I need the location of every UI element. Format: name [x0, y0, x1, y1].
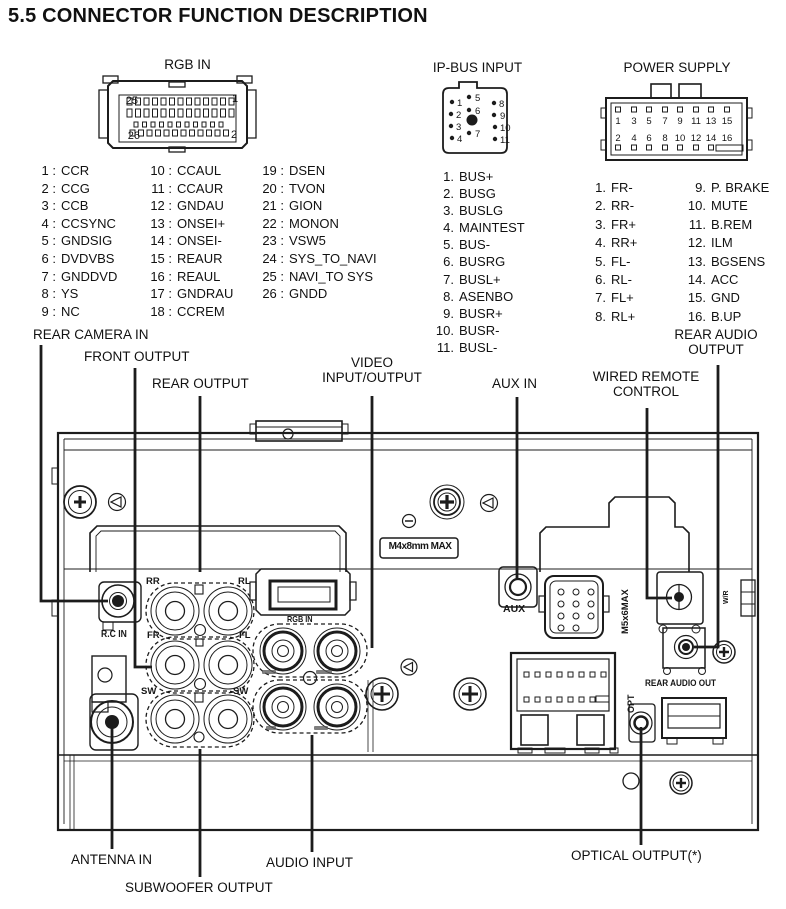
pin-row	[36, 180, 117, 198]
pin-row	[428, 253, 525, 270]
pin-label: B.REM	[711, 216, 753, 232]
callout-rear-camera-in: REAR CAMERA IN	[33, 327, 149, 342]
pin-row	[680, 179, 769, 197]
pin-number-label: 25	[125, 95, 138, 107]
pin-number-label: 9	[677, 116, 683, 127]
ipbus-connector-drawing	[443, 82, 511, 153]
pin-row	[428, 236, 525, 253]
pin-label: CCREM	[177, 303, 225, 319]
pin-number: 9.	[695, 180, 706, 195]
callout-video-io	[316, 355, 428, 385]
pin-number: 12 :	[150, 198, 172, 214]
callout-front-output: FRONT OUTPUT	[84, 349, 190, 364]
pin-number: 12.	[687, 235, 706, 251]
pin-number-label: 10	[674, 133, 686, 144]
pin-label: RL+	[611, 308, 636, 324]
pin-number-label: 3	[631, 116, 637, 127]
pin-row	[256, 197, 377, 215]
pin-row	[256, 215, 377, 233]
pin-number: 11.	[436, 339, 454, 355]
panel-label-rgb-in: RGB IN	[287, 614, 313, 624]
pin-row	[428, 202, 525, 219]
left-screw	[64, 486, 126, 518]
pin-label: BGSENS	[711, 253, 766, 269]
callout-aux-in: AUX IN	[492, 376, 538, 391]
pin-label: ONSEI-	[177, 233, 222, 249]
pin-number-label: 11	[500, 135, 510, 146]
pin-label: GNDRAU	[177, 286, 234, 302]
power-pin-list-col1	[588, 179, 637, 326]
pin-label: NAVI_TO SYS	[289, 268, 374, 284]
pin-number-label: 7	[475, 129, 481, 140]
pin-label: VSW5	[289, 233, 326, 249]
pin-number: 4.	[443, 220, 454, 236]
pin-label: CCG	[61, 180, 90, 196]
callout-rear-audio-output	[666, 327, 766, 357]
pin-label: ACC	[711, 271, 739, 287]
panel-label-rear-audio-out: REAR AUDIO OUT	[645, 678, 716, 689]
power-pin-list-col2	[680, 179, 769, 326]
panel-label-wr: W/R	[723, 590, 730, 604]
pin-row	[428, 185, 525, 202]
pin-number: 13.	[687, 253, 706, 269]
callout-wired-remote	[586, 369, 706, 399]
pin-number: 19 :	[262, 163, 284, 178]
pin-number-label: 7	[662, 116, 668, 127]
pin-label: CCB	[61, 198, 89, 214]
pin-number-label: 4	[631, 133, 637, 144]
pin-label: TVON	[289, 180, 326, 196]
pin-row	[144, 180, 233, 198]
power-panel-connector	[511, 653, 615, 749]
pin-label: YS	[61, 286, 79, 302]
pin-label: RL-	[611, 271, 632, 287]
pin-number-label: 2	[456, 110, 462, 121]
pin-number: 3.	[443, 203, 454, 219]
pin-number: 10 :	[150, 163, 172, 178]
pin-label: DVDVBS	[61, 250, 115, 266]
pin-number: 17 :	[150, 286, 172, 302]
pin-row	[36, 197, 117, 215]
pin-number: 9 :	[41, 303, 56, 319]
pin-number: 14.	[687, 271, 706, 287]
rca-output-cluster	[146, 583, 254, 747]
pin-number-label: 1	[457, 98, 463, 109]
pin-number: 11 :	[151, 180, 172, 196]
pin-row	[428, 305, 525, 322]
callout-wired-line2: CONTROL	[612, 384, 679, 399]
pin-number-label: 5	[646, 116, 652, 127]
pin-number: 13 :	[150, 215, 172, 231]
pin-row	[144, 285, 233, 303]
pin-row	[428, 322, 525, 339]
pin-number: 7.	[595, 290, 606, 306]
pin-number-label: 1	[232, 93, 239, 105]
pin-label: GNDD	[289, 286, 328, 302]
callout-rear-output: REAR OUTPUT	[152, 376, 249, 391]
pin-row	[588, 271, 637, 289]
pin-label: MUTE	[711, 198, 748, 214]
panel-label-sw-right: SW	[233, 686, 249, 697]
mid-screws	[366, 659, 486, 710]
pin-number: 20 :	[262, 180, 284, 196]
pin-label: FL-	[611, 253, 631, 269]
pin-label: ASENBO	[459, 288, 514, 304]
pin-label: BUSR-	[459, 322, 500, 338]
pin-label: CCAUL	[177, 163, 222, 178]
pin-number: 6.	[595, 271, 606, 287]
pin-number-label: 26	[127, 130, 140, 142]
pin-label: BUSG	[459, 186, 496, 202]
pin-label: MONON	[289, 215, 339, 231]
pin-number: 24 :	[262, 250, 284, 266]
pin-number: 6.	[443, 254, 454, 270]
pin-number-label: 16	[721, 133, 733, 144]
pin-row	[144, 197, 233, 215]
pin-number: 1.	[595, 180, 606, 195]
pin-label: RR-	[611, 198, 635, 214]
pin-row	[144, 250, 233, 268]
callout-optical-output: OPTICAL OUTPUT(*)	[571, 848, 702, 863]
pin-row	[36, 162, 117, 180]
pin-row	[144, 268, 233, 286]
pin-row	[36, 303, 117, 321]
ipbus-pin-list	[428, 168, 525, 356]
pin-row	[588, 216, 637, 234]
pin-label: BUSL-	[459, 339, 498, 355]
ipbus-section-title: IP-BUS INPUT	[432, 60, 523, 75]
pin-label: GNDAU	[177, 198, 224, 214]
rgb-pin-list-col1	[36, 162, 117, 320]
pin-label: CCR	[61, 163, 90, 178]
pin-number-label: 12	[690, 133, 702, 144]
pin-number: 5.	[595, 253, 606, 269]
pin-number: 14 :	[150, 233, 172, 249]
callout-rear-audio-line1: REAR AUDIO	[674, 327, 758, 342]
pin-label: MAINTEST	[459, 220, 525, 236]
pin-row	[144, 232, 233, 250]
pin-number: 2 :	[41, 180, 56, 196]
pin-row	[428, 219, 525, 236]
pin-number: 18 :	[150, 303, 172, 319]
wired-remote-jack	[657, 572, 755, 633]
pin-number: 3 :	[41, 198, 56, 214]
pin-number: 16.	[687, 308, 706, 324]
pin-number: 7 :	[41, 268, 56, 284]
pin-number: 10.	[435, 322, 454, 338]
ipbus-panel-socket	[539, 576, 609, 638]
pin-label: FR-	[611, 180, 633, 195]
pin-number-label: 1	[615, 116, 621, 127]
pin-row	[680, 197, 769, 215]
pin-row	[144, 162, 233, 180]
pin-label: NC	[61, 303, 80, 319]
pin-row	[588, 308, 637, 326]
pin-number-label: 2	[231, 129, 238, 141]
pin-row	[144, 215, 233, 233]
pin-label: GND	[711, 290, 740, 306]
pin-number: 25 :	[262, 268, 284, 284]
pin-row	[588, 197, 637, 215]
pin-row	[428, 288, 525, 305]
pin-row	[256, 180, 377, 198]
pin-label: GNDSIG	[61, 233, 113, 249]
pin-label: REAUR	[177, 250, 223, 266]
pin-label: RR+	[611, 235, 638, 251]
callout-antenna-in: ANTENNA IN	[71, 852, 153, 867]
pin-number-label: 8	[662, 133, 668, 144]
pin-label: BUSL+	[459, 271, 501, 287]
pin-number: 6 :	[41, 250, 56, 266]
pin-row	[428, 339, 525, 356]
pin-number-label: 14	[705, 133, 717, 144]
pin-row	[680, 216, 769, 234]
pin-row	[588, 234, 637, 252]
panel-label-rl: RL	[238, 576, 251, 587]
pin-number: 21 :	[262, 198, 284, 214]
pin-label: BUSLG	[459, 203, 504, 219]
panel-label-rr: RR	[146, 576, 160, 587]
pin-row	[36, 285, 117, 303]
chassis	[52, 421, 758, 830]
pin-number: 2.	[443, 186, 454, 202]
pin-label: BUSR+	[459, 305, 503, 321]
pin-number-label: 5	[475, 93, 481, 104]
power-section-title: POWER SUPPLY	[623, 60, 731, 75]
pin-number-label: 8	[499, 99, 505, 110]
pin-row	[680, 234, 769, 252]
panel-label-m4-screw-spec: M4x8mm MAX	[388, 541, 452, 552]
pin-row	[256, 285, 377, 303]
pin-number: 8 :	[41, 286, 56, 302]
right-shelf	[540, 497, 689, 572]
pin-label: DSEN	[289, 163, 326, 178]
pin-row	[144, 303, 233, 321]
rgb-pin-list-col2	[144, 162, 233, 320]
callout-rear-audio-line2: OUTPUT	[688, 342, 744, 357]
rgb-connector-drawing	[99, 76, 256, 152]
pin-label: CCSYNC	[61, 215, 116, 231]
pin-number-label: 6	[646, 133, 652, 144]
rgb-section-title: RGB IN	[164, 57, 211, 72]
pin-row	[588, 179, 637, 197]
pin-number: 8.	[595, 308, 606, 324]
pin-label: FL+	[611, 290, 634, 306]
pin-number: 16 :	[150, 268, 172, 284]
pin-number-label: 9	[500, 111, 506, 122]
pin-number: 1.	[443, 169, 454, 184]
panel-label-rc-in: R.C IN	[101, 629, 127, 640]
pin-number: 3.	[595, 216, 606, 232]
pin-number: 22 :	[262, 215, 284, 231]
pin-label: BUS-	[459, 237, 491, 253]
pin-number: 15 :	[150, 250, 172, 266]
pin-row	[428, 271, 525, 288]
panel-label-sw-left: SW	[141, 686, 157, 697]
pin-row	[680, 253, 769, 271]
callout-subwoofer-output: SUBWOOFER OUTPUT	[125, 880, 273, 895]
pin-number: 5.	[443, 237, 454, 253]
pin-row	[256, 250, 377, 268]
pin-row	[256, 162, 377, 180]
pin-number-label: 6	[475, 106, 481, 117]
pin-number-label: 15	[721, 116, 733, 127]
pin-number-label: 11	[691, 116, 701, 127]
pin-number-label: 13	[705, 116, 717, 127]
pin-label: B.UP	[711, 308, 742, 324]
pin-number: 5 :	[41, 233, 56, 249]
pin-label: GNDDVD	[61, 268, 118, 284]
callout-video-line1: VIDEO	[350, 355, 393, 370]
pin-number: 4.	[595, 235, 606, 251]
pin-label: SYS_TO_NAVI	[289, 250, 377, 266]
callout-audio-input: AUDIO INPUT	[266, 855, 354, 870]
pin-number: 1 :	[41, 163, 56, 178]
pin-row	[588, 289, 637, 307]
pin-number-label: 2	[615, 133, 621, 144]
pin-label: GION	[289, 198, 323, 214]
pin-number-label: 10	[500, 123, 511, 134]
pin-label: REAUL	[177, 268, 221, 284]
panel-label-m5-screw-spec: M5x6MAX	[620, 589, 631, 634]
pin-row	[680, 271, 769, 289]
pin-label: ONSEI+	[177, 215, 226, 231]
panel-label-opt: OPT	[626, 694, 636, 713]
pin-row	[256, 268, 377, 286]
callout-leader-lines	[41, 345, 718, 877]
power-connector-drawing	[601, 84, 752, 160]
rgb-panel-socket	[250, 569, 356, 615]
pin-number: 15.	[687, 290, 706, 306]
pin-number: 8.	[443, 288, 454, 304]
panel-label-fl: FL	[239, 630, 251, 641]
pin-number: 9.	[443, 305, 454, 321]
pin-row	[256, 232, 377, 250]
pin-row	[680, 289, 769, 307]
pin-label: CCAUR	[177, 180, 224, 196]
page-title: 5.5 CONNECTOR FUNCTION DESCRIPTION	[8, 5, 428, 27]
pin-number-label: 4	[457, 134, 463, 145]
pin-label: ILM	[711, 235, 733, 251]
pin-number: 2.	[595, 198, 606, 214]
pin-number: 7.	[443, 271, 454, 287]
pin-number: 10.	[687, 198, 706, 214]
panel-label-aux: AUX	[503, 603, 526, 615]
pin-label: P. BRAKE	[711, 180, 770, 195]
pin-row	[36, 268, 117, 286]
pin-label: FR+	[611, 216, 636, 232]
pin-label: BUS+	[459, 169, 494, 184]
pin-row	[36, 232, 117, 250]
pin-number: 4 :	[41, 215, 56, 231]
pin-number-label: 3	[456, 122, 462, 133]
pin-row	[36, 250, 117, 268]
panel-label-fr: FR	[147, 630, 160, 641]
pin-row	[36, 215, 117, 233]
callout-wired-line1: WIRED REMOTE	[592, 369, 700, 384]
pin-number: 11.	[688, 216, 706, 232]
video-audio-rca-group	[253, 624, 367, 733]
pin-row	[428, 168, 525, 185]
callout-video-line2: INPUT/OUTPUT	[322, 370, 422, 385]
pin-label: BUSRG	[459, 254, 506, 270]
pin-row	[588, 253, 637, 271]
pin-number: 23 :	[262, 233, 284, 249]
pin-number: 26 :	[262, 286, 284, 302]
pin-row	[680, 308, 769, 326]
rgb-pin-list-col3	[256, 162, 377, 303]
